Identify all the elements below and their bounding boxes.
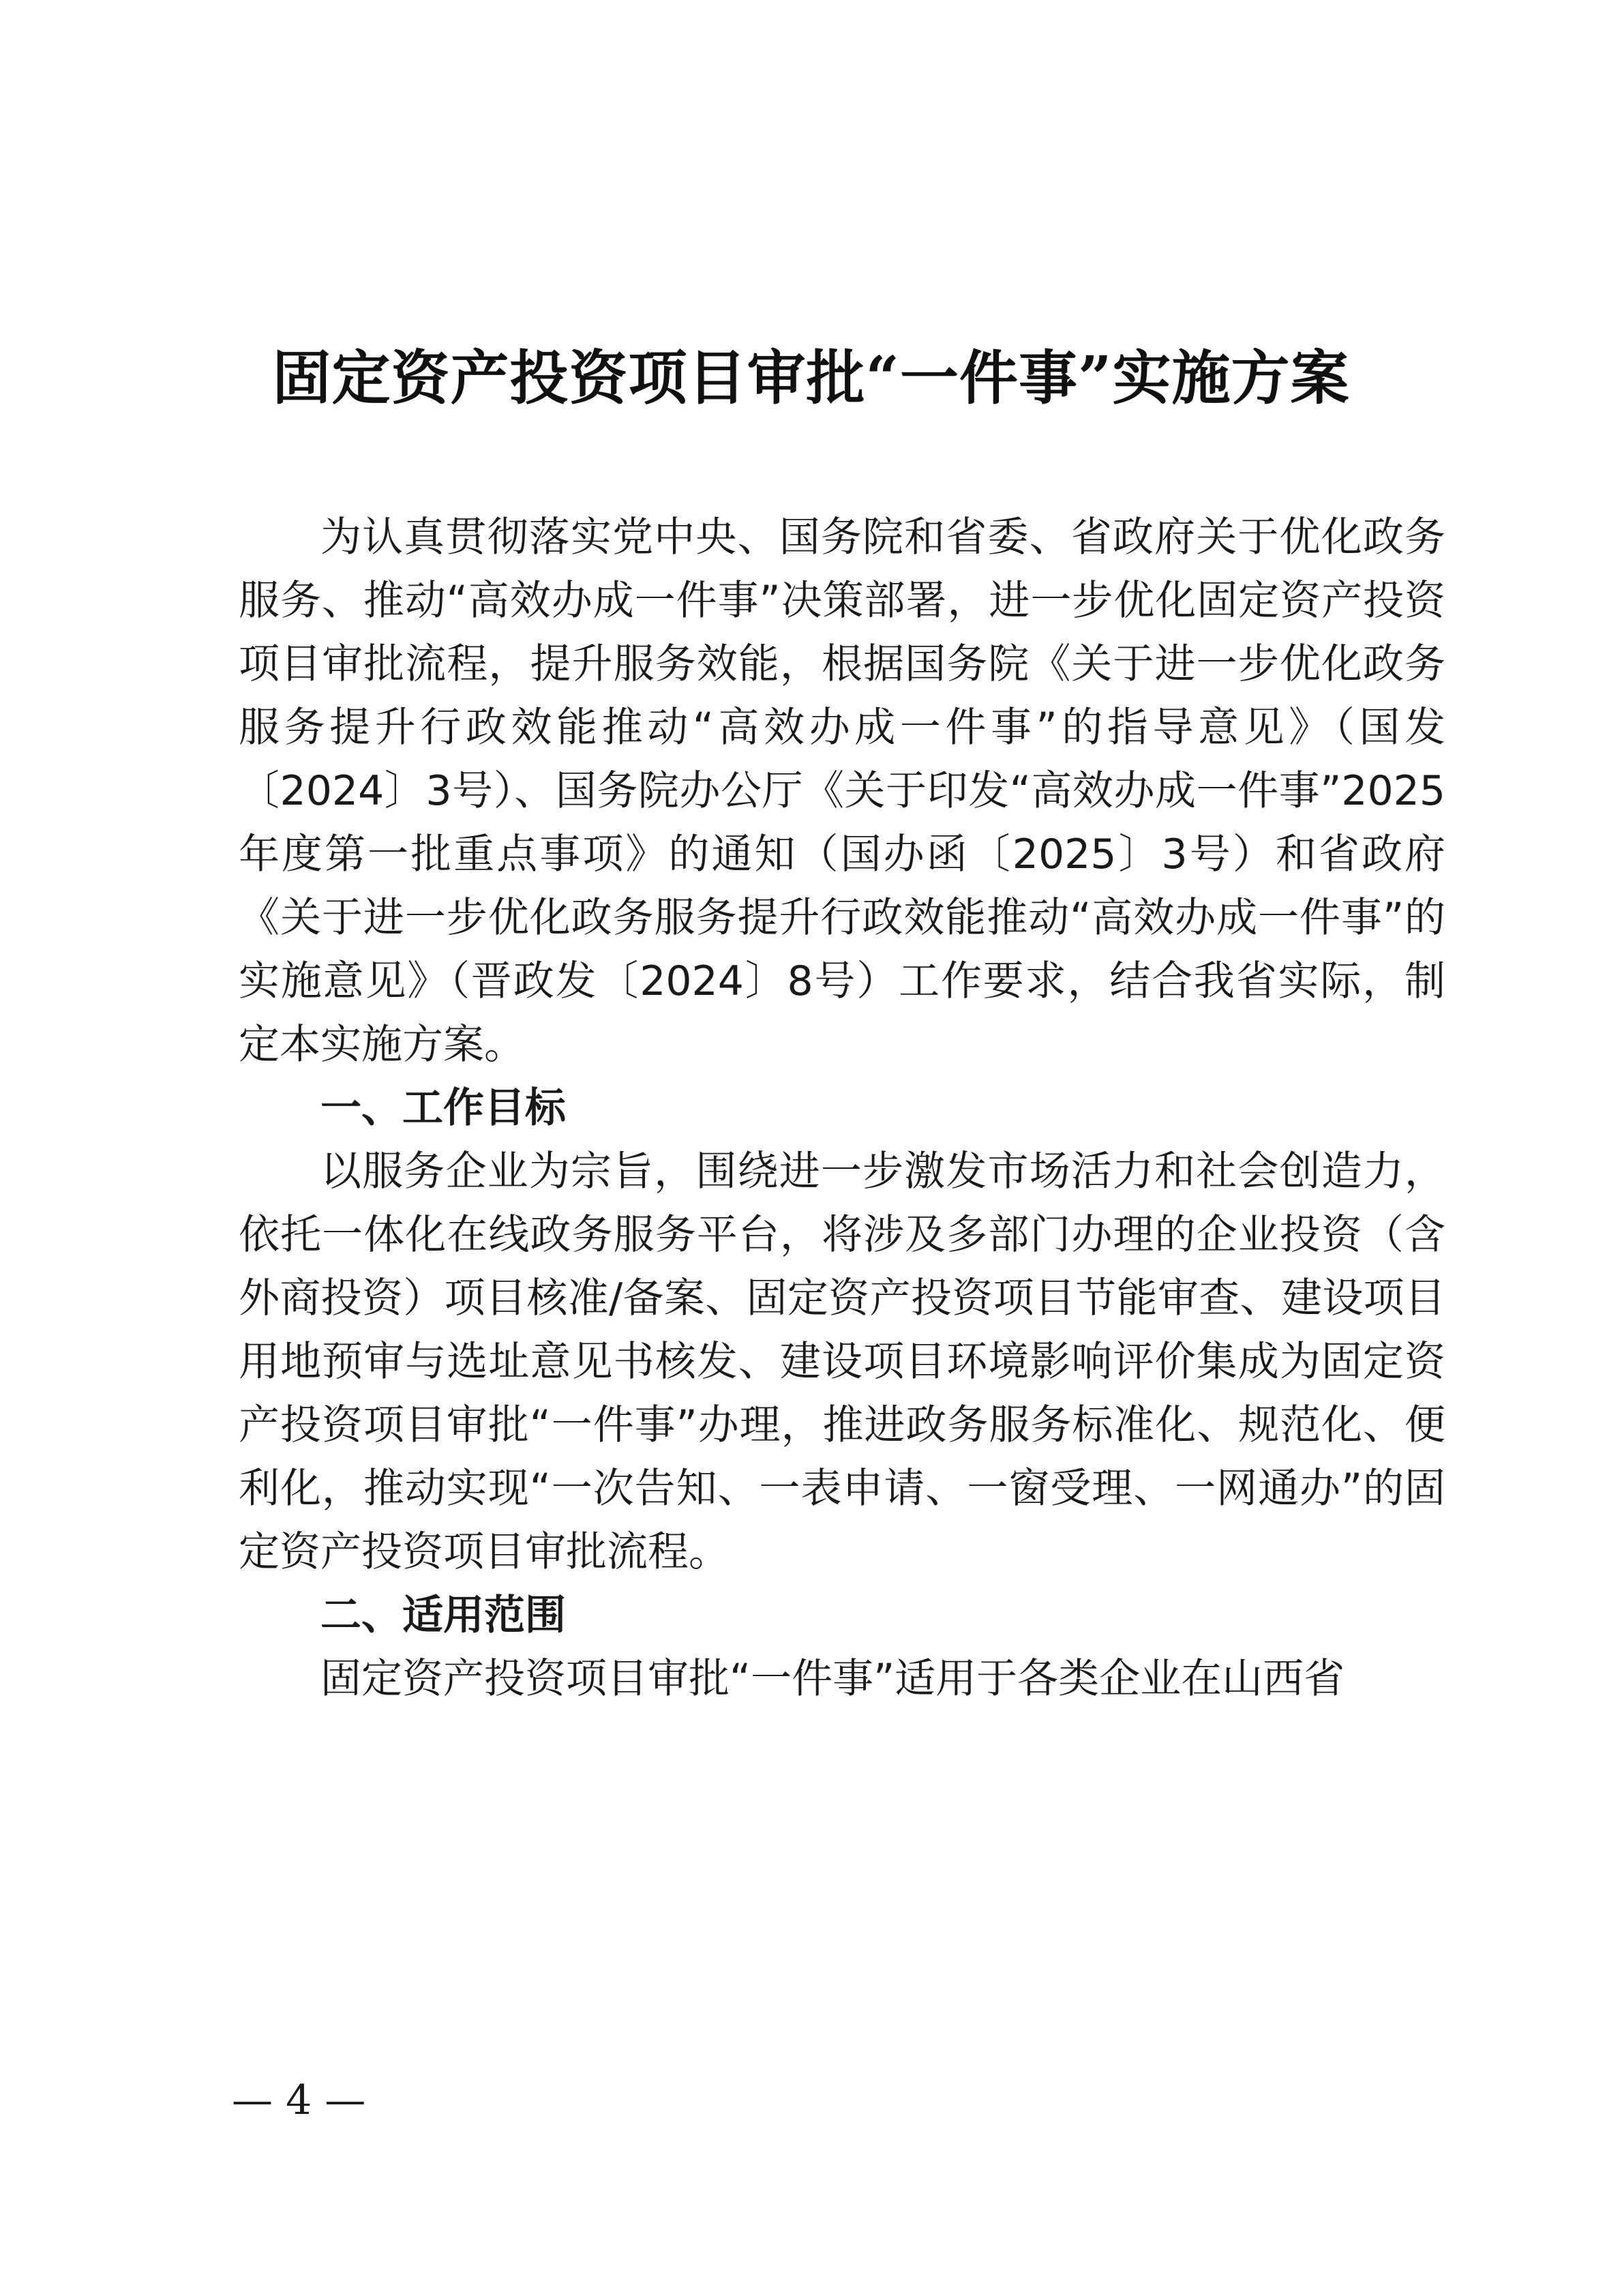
intro-paragraph: 为认真贯彻落实党中央、国务院和省委、省政府关于优化政务服务、推动“高效办成一件事”决策部署，进一步优化固定资产投资项目审批流程，提升服务效能，根据国务院《关于进一步优化政务服务提升行政效能推动“高效办成一件事”的指导意见》（国发〔2024〕3号）、国务院办公厅《关于印发“高效办成一件事”2025年度第一批重点事项》的通知（国办函〔2025〕3号）和省政府《关于进一步优化政务服务提升行政效能推动“高效办成一件事”的实施意见》（晋政发〔2024〕8号）工作要求，结合我省实际，制定本实施方案。 <box>239 513 1445 1069</box>
page-number: — 4 — <box>232 2076 366 2124</box>
scope-paragraph: 固定资产投资项目审批“一件事”适用于各类企业在山西省 <box>320 1655 1345 1703</box>
document-title: 固定资产投资项目审批“一件事”实施方案 <box>272 344 1350 413</box>
work-goals-paragraph: 以服务企业为宗旨，围绕进一步激发市场活力和社会创造力，依托一体化在线政务服务平台，将涉及多部门办理的企业投资（含外商投资）项目核准/备案、固定资产投资项目节能审查、建设项目用地预审与选址意见书核发、建设项目环境影响评价集成为固定资产投资项目审批“一件事”办理，推进政务服务标准化、规范化、便利化，推动实现“一次告知、一表申请、一窗受理、一网通办”的固定资产投资项目审批流程。 <box>239 1148 1445 1576</box>
section-heading-scope: 二、适用范围 <box>320 1592 566 1639</box>
document-body <box>239 506 1445 1711</box>
section-heading-work-goals: 一、工作目标 <box>320 1084 566 1132</box>
